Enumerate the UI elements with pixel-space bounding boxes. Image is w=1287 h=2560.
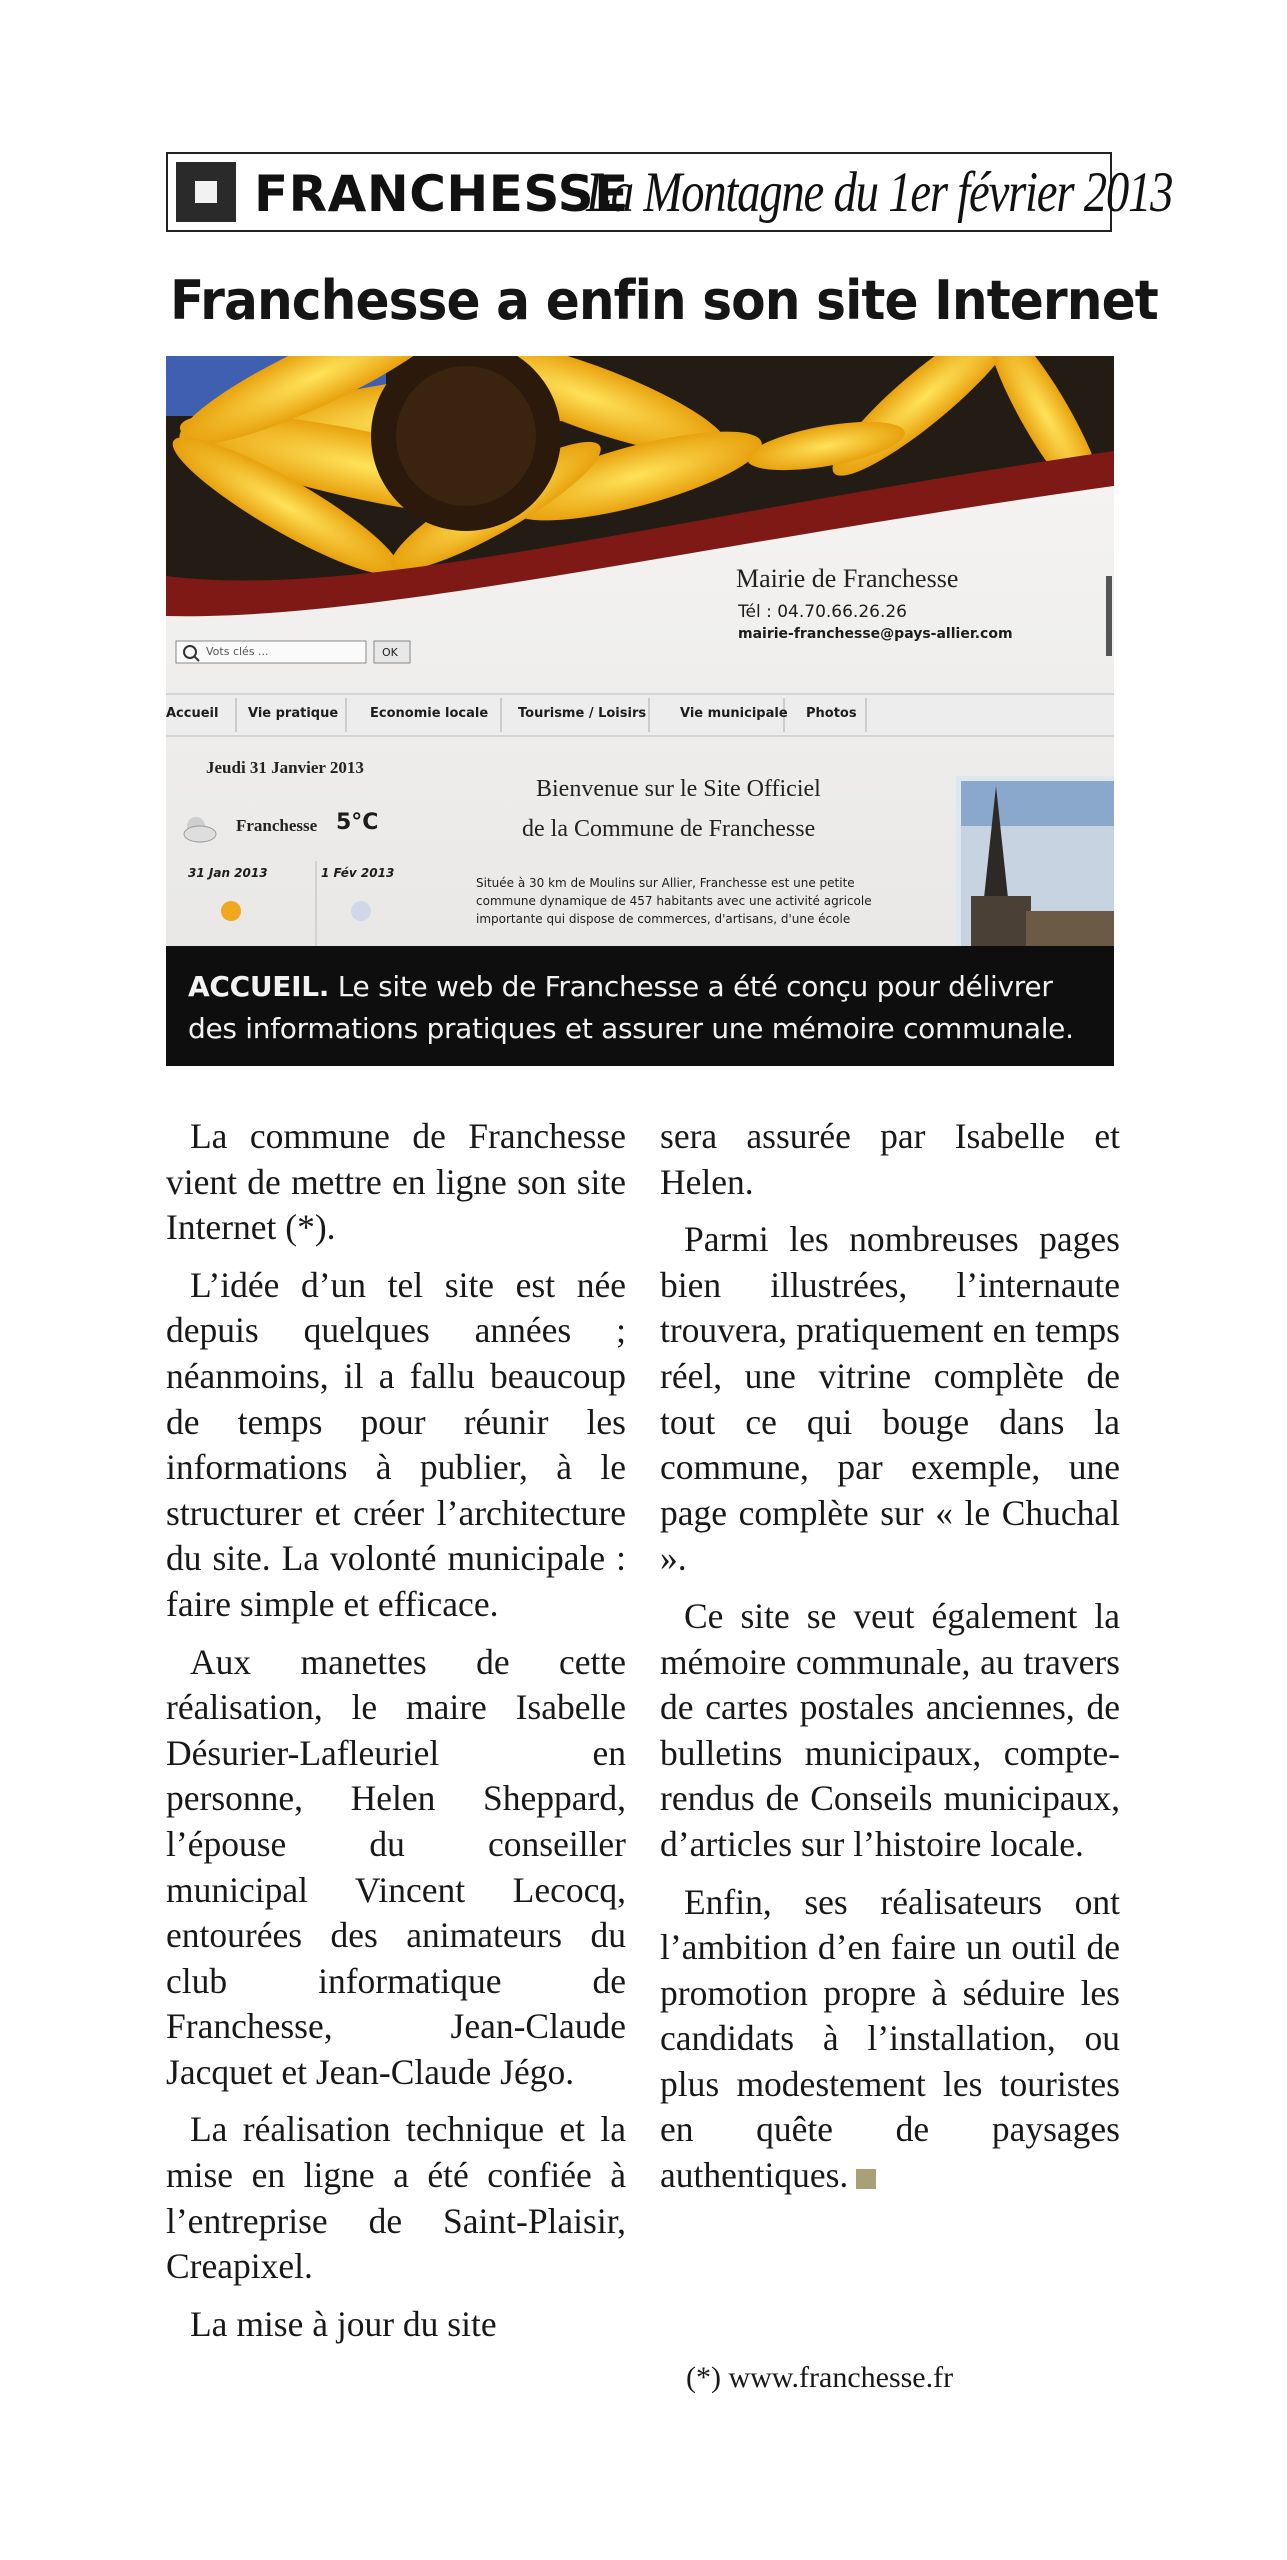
- site-welcome: Bienvenue sur le Site Officiel: [536, 776, 821, 802]
- source-and-date: La Montagne du 1er février 2013: [586, 161, 1173, 224]
- square-marker-icon: [176, 162, 236, 222]
- article-column-right: [660, 1114, 1120, 2211]
- site-phone: Tél : 04.70.66.26.26: [738, 602, 907, 622]
- site-forecast-day: 31 Jan 2013: [188, 866, 268, 880]
- site-nav-item: Vie municipale: [680, 706, 788, 721]
- paragraph-text: Enfin, ses réalisateurs ont l’ambition d’en faire un outil de promotion propre à séduire les candidats à l’installation, ou plus modestement les touristes en quête de paysages authentiques.: [660, 1881, 1120, 2196]
- article-column-left: [166, 1114, 626, 2359]
- site-nav-item: Vie pratique: [248, 706, 339, 721]
- paragraph: Parmi les nombreuses pages bien illustrées, l’internaute trouvera, pratiquement en temps réel, une vitrine complète de tout ce qui bouge dans la commune, par exemple, une page complète sur « le Chuchal ».: [660, 1219, 1120, 1579]
- site-search-input: Vots clés ...: [206, 645, 269, 658]
- site-weather-place: Franchesse: [236, 816, 318, 835]
- site-weather-temp: 5°C: [336, 810, 379, 835]
- paragraph: L’idée d’un tel site est née depuis quelques années ; néanmoins, il a fallu beaucoup de temps pour réunir les informations à publier, à le structurer et créer l’architecture du site. La volonté municipale : faire simple et efficace.: [166, 1264, 626, 1624]
- paragraph: Ce site se veut également la mémoire communale, au travers de cartes postales anciennes, de bulletins municipaux, compte-rendus de Conseils municipaux, d’articles sur l’histoire locale.: [660, 1595, 1120, 1864]
- site-nav-item: Tourisme / Loisirs: [518, 706, 647, 721]
- site-search-button: OK: [382, 646, 398, 659]
- site-intro: importante qui dispose de commerces, d'artisans, d'une école: [476, 912, 851, 926]
- site-nav-item: Photos: [806, 706, 857, 721]
- website-photo: [166, 356, 1114, 946]
- paragraph-last: [660, 1880, 1120, 2199]
- caption-text: Le site web de Franchesse a été conçu pour délivrer des informations pratiques et assurer une mémoire communale.: [188, 970, 1074, 1045]
- headline: Franchesse a enfin son site Internet: [170, 269, 1158, 332]
- site-welcome: de la Commune de Franchesse: [522, 816, 816, 842]
- end-of-article-mark: [856, 2169, 876, 2189]
- photo-caption: [166, 946, 1114, 1066]
- site-forecast-day: 1 Fév 2013: [321, 866, 395, 880]
- paragraph: La réalisation technique et la mise en ligne a été confiée à l’entreprise de Saint-Plaisir, Creapixel.: [166, 2109, 626, 2287]
- site-email: mairie-franchesse@pays-allier.com: [738, 626, 1013, 642]
- section-name: FRANCHESSE: [254, 165, 629, 223]
- footnote: (*) www.franchesse.fr: [686, 2361, 954, 2394]
- site-intro: commune dynamique de 457 habitants avec une activité agricole: [476, 894, 872, 908]
- site-nav-item: Accueil: [166, 706, 219, 721]
- site-title: Mairie de Franchesse: [736, 564, 959, 593]
- site-nav-item: Economie locale: [370, 706, 489, 721]
- caption-lead: ACCUEIL.: [188, 970, 330, 1003]
- paragraph: La commune de Franchesse vient de mettre en ligne son site Internet (*).: [166, 1116, 626, 1248]
- paragraph: La mise à jour du site: [190, 2303, 497, 2344]
- site-date: Jeudi 31 Janvier 2013: [206, 758, 364, 777]
- website-screenshot-graphic: [166, 356, 1114, 946]
- article-header: [166, 152, 1173, 232]
- site-intro: Située à 30 km de Moulins sur Allier, Franchesse est une petite: [476, 876, 855, 890]
- paragraph: Aux manettes de cette réalisation, le maire Isabelle Désurier-Lafleuriel en personne, Helen Sheppard, l’épouse du conseiller municipal Vincent Lecocq, entourées des animateurs du club informatique de Franchesse, Jean-Claude Jacquet et Jean-Claude Jégo.: [166, 1641, 626, 2092]
- paragraph: sera assurée par Isabelle et Helen.: [660, 1116, 1120, 1202]
